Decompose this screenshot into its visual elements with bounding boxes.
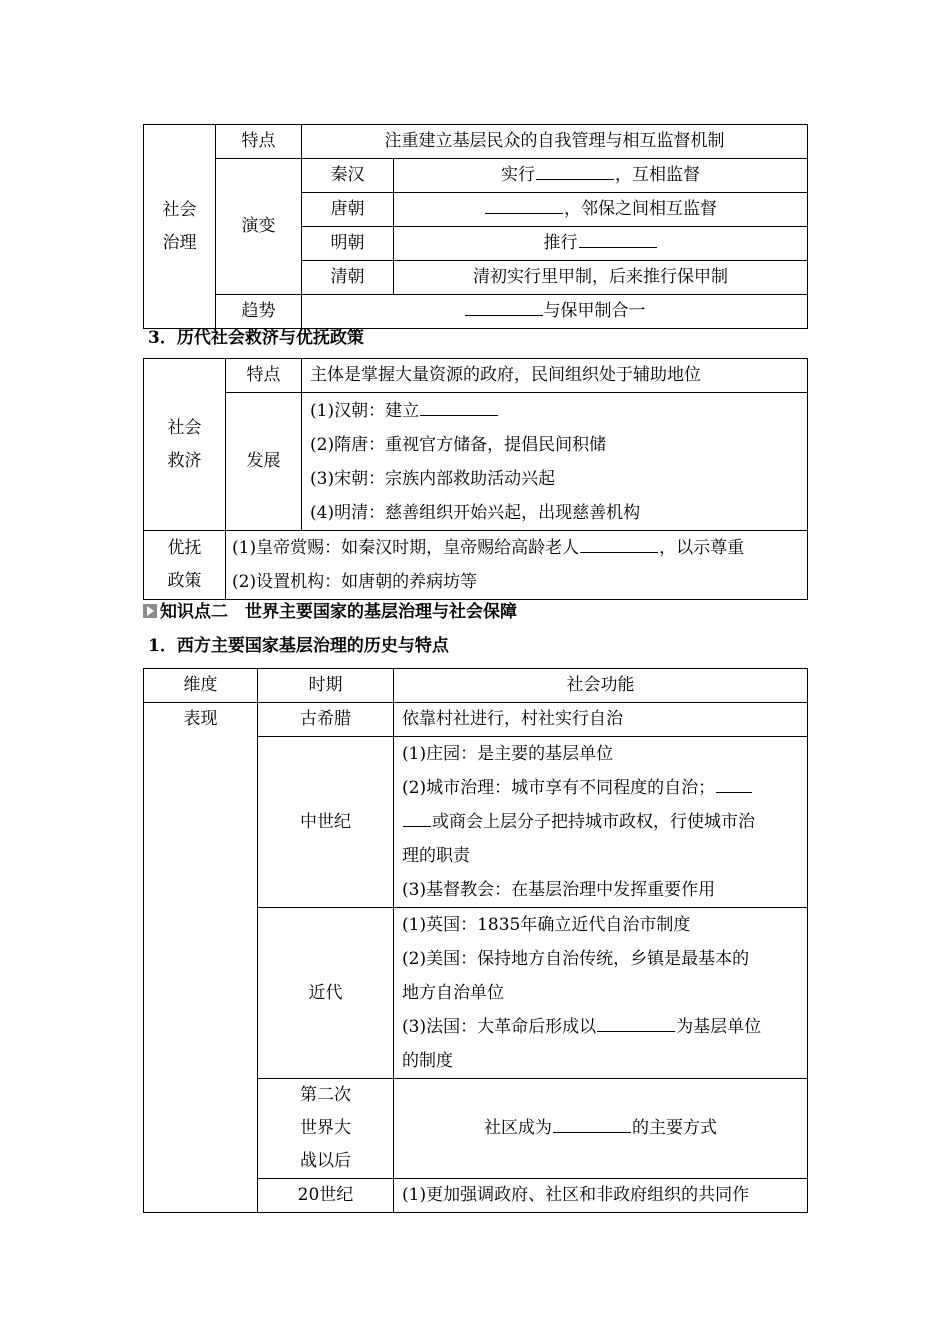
governance-features-label: 特点	[216, 125, 302, 159]
dimension-label: 表现	[183, 709, 218, 729]
development-item: (2)隋唐：重视官方储备，提倡民间积储	[310, 434, 607, 455]
development-item: (1)汉朝：建立	[310, 394, 799, 428]
relief-features-label: 特点	[226, 359, 302, 393]
fill-blank	[536, 161, 614, 180]
section-heading-western: 1．西方主要国家基层治理的历史与特点	[148, 636, 449, 656]
governance-table	[143, 124, 808, 329]
period-postwar	[258, 1079, 394, 1179]
evolution-era: 秦汉	[302, 159, 394, 193]
evolution-era: 唐朝	[302, 193, 394, 227]
period-postwar-label: 第二次 世界大 战以后	[300, 1085, 351, 1171]
development-item: (4)明清：慈善组织开始兴起，出现慈善机构	[310, 502, 641, 523]
development-item: (3)宋朝：宗族内部救助活动兴起	[310, 468, 556, 489]
evolution-detail: 推行	[394, 227, 808, 261]
header-period: 时期	[258, 669, 394, 703]
knowledge-point-heading: 知识点二 世界主要国家的基层治理与社会保障	[143, 600, 517, 624]
governance-trend-label: 趋势	[216, 295, 302, 329]
fill-blank	[553, 1114, 631, 1133]
relief-category-label: 社会 救济	[167, 417, 202, 471]
function-ancient-greece: 依靠村社进行，村社实行自治	[394, 703, 808, 737]
section-heading-relief: 3．历代社会救济与优抚政策	[148, 328, 364, 348]
fill-blank	[716, 774, 752, 793]
governance-category-label: 社会 治理	[162, 199, 197, 253]
evolution-detail: 实行 ，互相监督	[394, 159, 808, 193]
function-20th-century: (1)更加强调政府、社区和非政府组织的共同作	[394, 1179, 808, 1213]
relief-category	[144, 359, 226, 531]
function-medieval: (1)庄园：是主要的基层单位 (2)城市治理：城市享有不同程度的自治； 或商会上层分子把持城市政权，行使城市治 理的职责 (3)基督教会：在基层治理中发挥重要作用	[394, 737, 808, 908]
governance-evolution-label: 演变	[216, 159, 302, 295]
western-governance-table	[143, 668, 808, 1213]
evolution-detail: 清初实行里甲制，后来推行保甲制	[394, 261, 808, 295]
function-modern: (1)英国：1835年确立近代自治市制度 (2)美国：保持地方自治传统，乡镇是最基本的 地方自治单位 (3)法国：大革命后形成以 为基层单位 的制度	[394, 908, 808, 1079]
header-function: 社会功能	[394, 669, 808, 703]
fill-blank	[465, 297, 543, 316]
relief-development-label: 发展	[226, 393, 302, 531]
fill-blank	[597, 1013, 675, 1032]
fill-blank	[485, 195, 563, 214]
evolution-era: 清朝	[302, 261, 394, 295]
fill-blank	[579, 229, 657, 248]
pension-category	[144, 531, 226, 600]
period-20th-century: 20世纪	[258, 1179, 394, 1213]
play-icon	[143, 604, 157, 618]
relief-table	[143, 358, 808, 600]
pension-item: (2)设置机构：如唐朝的养病坊等	[232, 572, 478, 592]
dimension-cell	[144, 703, 258, 1213]
fill-blank	[403, 808, 431, 827]
governance-category	[144, 125, 216, 329]
governance-trend-text: 与保甲制合一	[302, 295, 808, 329]
pension-category-label: 优抚 政策	[167, 538, 202, 591]
period-modern: 近代	[258, 908, 394, 1079]
pension-text	[226, 531, 808, 600]
header-dimension: 维度	[144, 669, 258, 703]
pension-item: (1)皇帝赏赐：如秦汉时期，皇帝赐给高龄老人 ，以示尊重	[232, 531, 799, 565]
relief-features-text: 主体是掌握大量资源的政府，民间组织处于辅助地位	[302, 359, 808, 393]
fill-blank	[420, 397, 498, 416]
governance-features-text: 注重建立基层民众的自我管理与相互监督机制	[302, 125, 808, 159]
period-medieval: 中世纪	[258, 737, 394, 908]
function-postwar: 社区成为 的主要方式	[394, 1079, 808, 1179]
period-ancient-greece: 古希腊	[258, 703, 394, 737]
evolution-detail: ，邻保之间相互监督	[394, 193, 808, 227]
evolution-era: 明朝	[302, 227, 394, 261]
fill-blank	[580, 534, 658, 553]
relief-development-text	[302, 393, 808, 531]
